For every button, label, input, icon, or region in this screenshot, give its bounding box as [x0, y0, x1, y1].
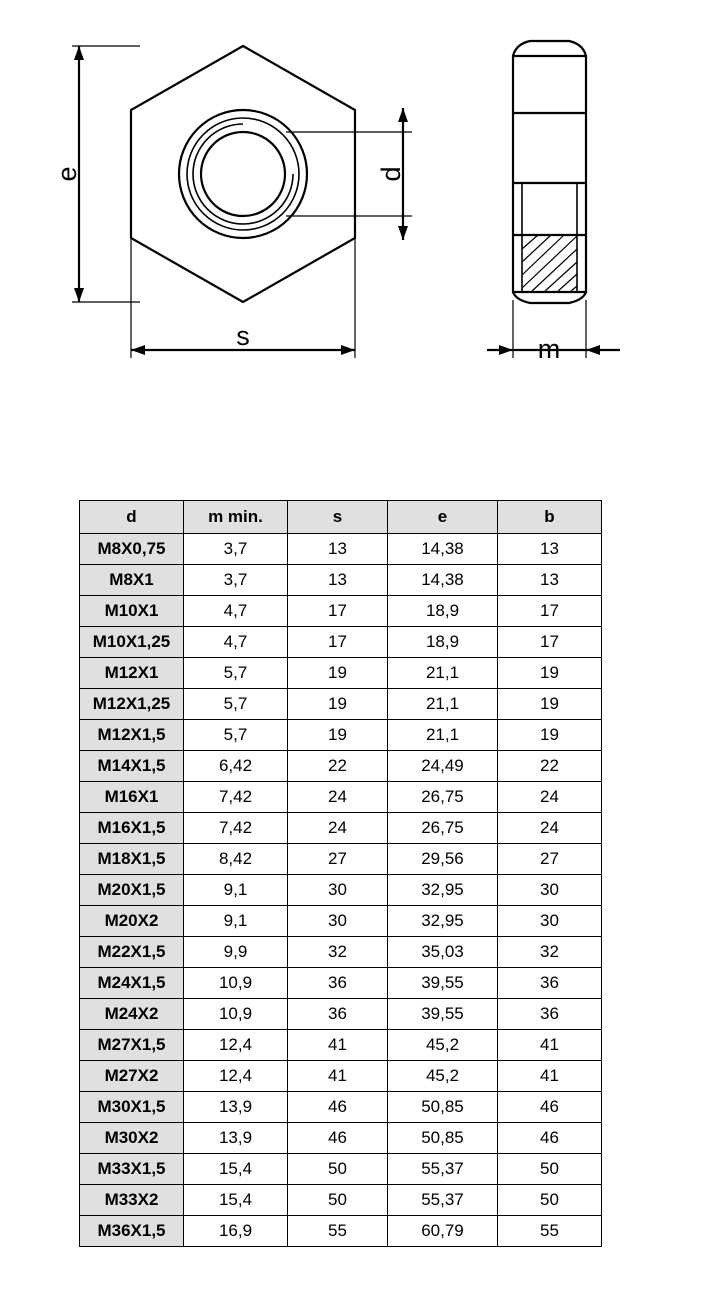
cell-thread-size: M10X1,25	[80, 627, 184, 658]
table-row	[80, 751, 602, 782]
dim-label-s: s	[236, 321, 250, 351]
table-row	[80, 689, 602, 720]
cell-value: 9,1	[184, 875, 288, 906]
cell-value: 50	[498, 1154, 602, 1185]
e-arrow-bottom	[74, 288, 84, 302]
side-body-outline	[513, 56, 586, 292]
column-header-d: d	[80, 501, 184, 534]
cell-value: 30	[288, 875, 388, 906]
cell-value: 3,7	[184, 565, 288, 596]
cell-value: 12,4	[184, 1061, 288, 1092]
cell-value: 13,9	[184, 1123, 288, 1154]
cell-thread-size: M16X1	[80, 782, 184, 813]
cell-value: 32	[288, 937, 388, 968]
table-row	[80, 596, 602, 627]
thread-arc	[193, 124, 293, 224]
cell-value: 46	[288, 1092, 388, 1123]
cell-value: 45,2	[388, 1030, 498, 1061]
cell-thread-size: M12X1,25	[80, 689, 184, 720]
cell-value: 39,55	[388, 968, 498, 999]
cell-thread-size: M33X2	[80, 1185, 184, 1216]
cell-value: 29,56	[388, 844, 498, 875]
cell-thread-size: M14X1,5	[80, 751, 184, 782]
cell-value: 10,9	[184, 999, 288, 1030]
s-arrow-left	[131, 345, 145, 355]
cell-value: 24	[498, 813, 602, 844]
cell-value: 36	[288, 968, 388, 999]
cell-value: 19	[288, 658, 388, 689]
cell-thread-size: M20X2	[80, 906, 184, 937]
cell-value: 30	[288, 906, 388, 937]
cell-value: 16,9	[184, 1216, 288, 1247]
table-row	[80, 1123, 602, 1154]
cell-value: 4,7	[184, 596, 288, 627]
cell-value: 39,55	[388, 999, 498, 1030]
cell-value: 41	[498, 1061, 602, 1092]
cell-value: 41	[288, 1061, 388, 1092]
cell-value: 10,9	[184, 968, 288, 999]
cell-value: 3,7	[184, 534, 288, 565]
cell-value: 8,42	[184, 844, 288, 875]
chamfer-circle	[179, 110, 307, 238]
cell-value: 30	[498, 906, 602, 937]
cell-value: 50	[498, 1185, 602, 1216]
cell-value: 9,9	[184, 937, 288, 968]
cell-value: 9,1	[184, 906, 288, 937]
table-row	[80, 720, 602, 751]
cell-value: 19	[288, 720, 388, 751]
cell-thread-size: M10X1	[80, 596, 184, 627]
cell-value: 46	[288, 1123, 388, 1154]
table-row	[80, 844, 602, 875]
cell-value: 30	[498, 875, 602, 906]
cell-value: 13	[498, 534, 602, 565]
cell-value: 35,03	[388, 937, 498, 968]
cell-thread-size: M24X2	[80, 999, 184, 1030]
cell-thread-size: M18X1,5	[80, 844, 184, 875]
cell-value: 27	[288, 844, 388, 875]
dim-label-m: m	[537, 334, 561, 364]
cell-value: 46	[498, 1092, 602, 1123]
cell-thread-size: M33X1,5	[80, 1154, 184, 1185]
table-row	[80, 1092, 602, 1123]
table-row	[80, 937, 602, 968]
cell-value: 14,38	[388, 534, 498, 565]
d-arrow-bottom	[398, 226, 408, 240]
cell-value: 55	[288, 1216, 388, 1247]
cell-value: 17	[288, 627, 388, 658]
cell-value: 19	[498, 689, 602, 720]
table-row	[80, 658, 602, 689]
side-top-chamfer	[513, 41, 586, 56]
cell-thread-size: M12X1	[80, 658, 184, 689]
cell-value: 5,7	[184, 720, 288, 751]
table-row	[80, 534, 602, 565]
cell-value: 13	[498, 565, 602, 596]
cell-value: 27	[498, 844, 602, 875]
cell-value: 18,9	[388, 627, 498, 658]
cell-value: 21,1	[388, 689, 498, 720]
cell-value: 5,7	[184, 689, 288, 720]
cell-value: 41	[288, 1030, 388, 1061]
cell-value: 13	[288, 565, 388, 596]
cell-value: 36	[498, 999, 602, 1030]
table-row	[80, 1185, 602, 1216]
cell-value: 17	[288, 596, 388, 627]
table-row	[80, 1061, 602, 1092]
cell-thread-size: M30X2	[80, 1123, 184, 1154]
dimension-table	[79, 500, 602, 1247]
side-bottom-chamfer	[513, 292, 586, 303]
cell-thread-size: M8X0,75	[80, 534, 184, 565]
section-hatching	[522, 235, 577, 292]
cell-value: 19	[288, 689, 388, 720]
table-row	[80, 1030, 602, 1061]
cell-value: 24	[288, 782, 388, 813]
cell-value: 22	[288, 751, 388, 782]
cell-thread-size: M30X1,5	[80, 1092, 184, 1123]
cell-thread-size: M24X1,5	[80, 968, 184, 999]
table-row	[80, 565, 602, 596]
cell-value: 22	[498, 751, 602, 782]
table-row	[80, 627, 602, 658]
cell-thread-size: M22X1,5	[80, 937, 184, 968]
technical-drawing	[0, 0, 704, 420]
table-row	[80, 782, 602, 813]
cell-value: 26,75	[388, 813, 498, 844]
cell-value: 24	[288, 813, 388, 844]
cell-value: 41	[498, 1030, 602, 1061]
table-row	[80, 968, 602, 999]
cell-value: 6,42	[184, 751, 288, 782]
cell-value: 50,85	[388, 1123, 498, 1154]
s-arrow-right	[341, 345, 355, 355]
cell-value: 15,4	[184, 1185, 288, 1216]
table-row	[80, 875, 602, 906]
cell-value: 50	[288, 1185, 388, 1216]
d-arrow-top	[398, 108, 408, 122]
column-header-s: s	[288, 501, 388, 534]
cell-value: 19	[498, 720, 602, 751]
m-arrow-right	[586, 345, 600, 355]
cell-value: 17	[498, 596, 602, 627]
cell-value: 55,37	[388, 1185, 498, 1216]
cell-value: 21,1	[388, 658, 498, 689]
bore-circle	[201, 132, 285, 216]
table-body	[80, 534, 602, 1247]
hex-outline	[131, 46, 355, 302]
cell-value: 17	[498, 627, 602, 658]
dimension-table-container	[79, 500, 601, 1247]
cell-thread-size: M16X1,5	[80, 813, 184, 844]
drawing-svg	[0, 0, 704, 420]
cell-thread-size: M20X1,5	[80, 875, 184, 906]
cell-value: 50	[288, 1154, 388, 1185]
cell-thread-size: M12X1,5	[80, 720, 184, 751]
cell-value: 7,42	[184, 782, 288, 813]
table-row	[80, 813, 602, 844]
cell-value: 24	[498, 782, 602, 813]
dim-label-e: e	[52, 166, 82, 182]
cell-value: 46	[498, 1123, 602, 1154]
cell-value: 21,1	[388, 720, 498, 751]
e-arrow-top	[74, 46, 84, 60]
column-header-e: e	[388, 501, 498, 534]
dim-label-d: d	[376, 166, 406, 182]
cell-value: 5,7	[184, 658, 288, 689]
cell-value: 55	[498, 1216, 602, 1247]
cell-value: 36	[288, 999, 388, 1030]
column-header-m-min: m min.	[184, 501, 288, 534]
cell-value: 45,2	[388, 1061, 498, 1092]
table-row	[80, 906, 602, 937]
m-arrow-left	[499, 345, 513, 355]
cell-value: 19	[498, 658, 602, 689]
cell-value: 14,38	[388, 565, 498, 596]
cell-value: 13,9	[184, 1092, 288, 1123]
cell-value: 7,42	[184, 813, 288, 844]
cell-thread-size: M36X1,5	[80, 1216, 184, 1247]
thread-outer-circle	[187, 118, 299, 230]
cell-value: 55,37	[388, 1154, 498, 1185]
cell-value: 36	[498, 968, 602, 999]
cell-value: 32,95	[388, 875, 498, 906]
cell-value: 60,79	[388, 1216, 498, 1247]
cell-value: 50,85	[388, 1092, 498, 1123]
cell-value: 13	[288, 534, 388, 565]
cell-value: 18,9	[388, 596, 498, 627]
cell-thread-size: M27X2	[80, 1061, 184, 1092]
cell-thread-size: M8X1	[80, 565, 184, 596]
cell-thread-size: M27X1,5	[80, 1030, 184, 1061]
cell-value: 15,4	[184, 1154, 288, 1185]
cell-value: 4,7	[184, 627, 288, 658]
table-row	[80, 1154, 602, 1185]
cell-value: 32,95	[388, 906, 498, 937]
cell-value: 24,49	[388, 751, 498, 782]
table-row	[80, 999, 602, 1030]
cell-value: 26,75	[388, 782, 498, 813]
cell-value: 32	[498, 937, 602, 968]
table-header-row	[80, 501, 602, 534]
cell-value: 12,4	[184, 1030, 288, 1061]
column-header-b: b	[498, 501, 602, 534]
table-row	[80, 1216, 602, 1247]
